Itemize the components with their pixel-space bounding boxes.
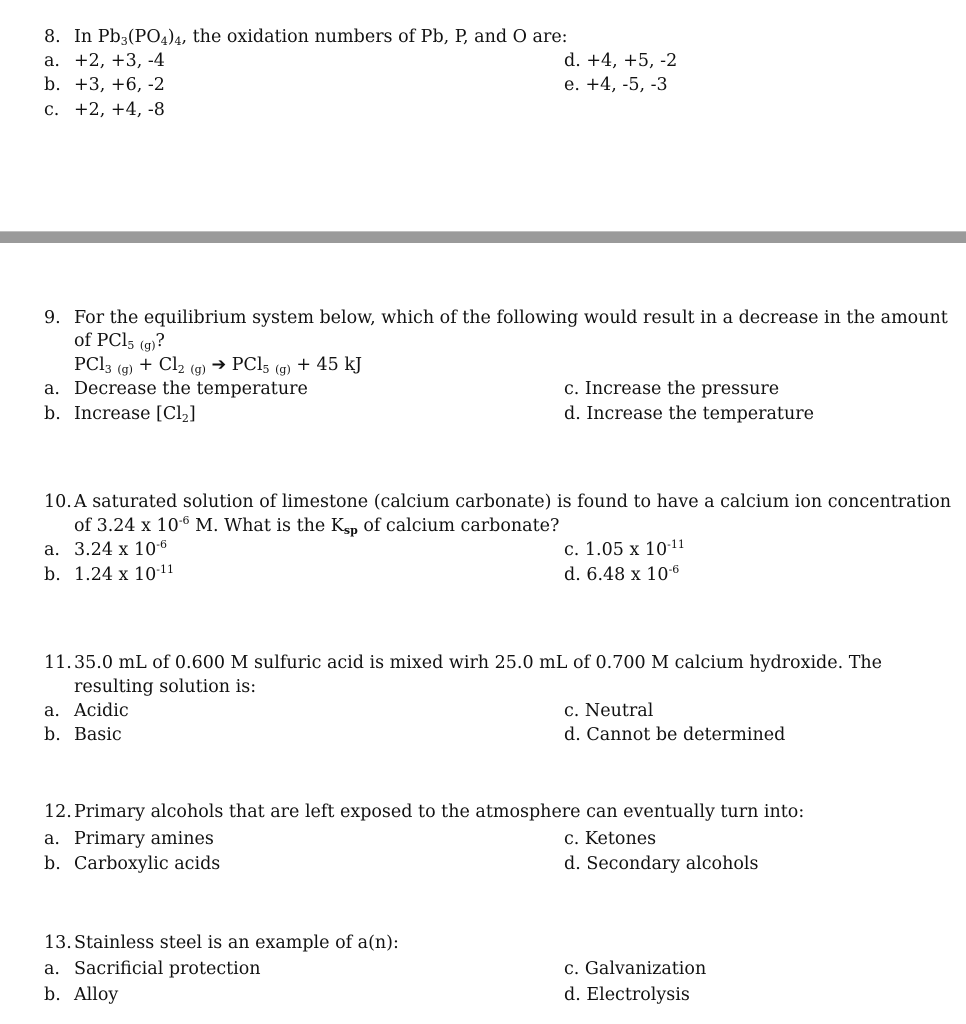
q8-option-c[interactable]: c. +2, +4, -8 [44,100,165,120]
q9-option-c[interactable]: c. Increase the pressure [564,379,780,399]
question-text: Stainless steel is an example of a(n): [74,933,399,953]
q10-option-c[interactable]: c. 1.05 x $10^{-11}$ [564,538,685,560]
q12-option-a[interactable]: a. Primary amines [44,829,214,849]
q8-option-d[interactable]: d. +4, +5, -2 [564,51,678,71]
q9-option-b[interactable]: b. Increase $[Cl_2]$ [44,404,196,425]
question-text: 35.0 mL of 0.600 M sulfuric acid is mixed wirh 25.0 mL of 0.700 M calcium hydroxide. The [74,653,883,673]
question-number: 11. [44,653,72,673]
q10-option-d[interactable]: d. 6.48 x $10^{-6}$ [564,563,680,585]
q9-option-d[interactable]: d. Increase the temperature [564,404,814,424]
q9-option-a[interactable]: a. Decrease the temperature [44,379,308,399]
q11-option-c[interactable]: c. Neutral [564,701,654,721]
q13-option-c[interactable]: c. Galvanization [564,959,707,979]
q12-option-c[interactable]: c. Ketones [564,829,657,849]
equilibrium-reaction: PCl$_3$ $_{(g)} + Cl_2$ $_{(g)}$ ➔ PCl$_5$ $_{(g)}$ + 45 kJ [74,355,362,376]
question-11-stem-line2: resulting solution is: [74,677,257,697]
q13-option-d[interactable]: d. Electrolysis [564,985,690,1005]
q8-option-a[interactable]: a. +2, +3, -4 [44,51,165,71]
q12-option-b[interactable]: b. Carboxylic acids [44,854,221,874]
question-number: 12. [44,802,72,822]
q8-option-b[interactable]: b. +3, +6, -2 [44,75,165,95]
page-divider [0,231,966,243]
q8-option-e[interactable]: e. +4, -5, -3 [564,75,668,95]
question-number: 9. [44,308,61,328]
q12-option-d[interactable]: d. Secondary alcohols [564,854,759,874]
q11-option-b[interactable]: b. Basic [44,725,122,745]
question-9-stem-line2: of PCl$_5$ $_{(g)}$? [74,331,165,352]
q13-option-a[interactable]: a. Sacrificial protection [44,959,261,979]
question-number: 10. [44,492,72,512]
question-text: A saturated solution of limestone (calcium carbonate) is found to have a calcium ion concentration [74,492,952,512]
question-number: 8. [44,27,61,47]
question-text: In $Pb_3(PO_4)_4$, the oxidation numbers of Pb, P, and O are: [74,27,568,48]
q13-option-b[interactable]: b. Alloy [44,985,119,1005]
question-number: 13. [44,933,72,953]
arrow-icon: ➔ [211,355,227,375]
q10-option-a[interactable]: a. 3.24 x $10^{-6}$ [44,538,167,560]
q11-option-a[interactable]: a. Acidic [44,701,129,721]
q10-option-b[interactable]: b. 1.24 x $10^{-11}$ [44,563,174,585]
question-text: For the equilibrium system below, which of the following would result in a decrease in the amount [74,308,948,328]
question-text: Primary alcohols that are left exposed to the atmosphere can eventually turn into: [74,802,805,822]
question-10-stem-line2: of 3.24 x $10^{-6}$ M. What is the $K_{sp}$ of calcium carbonate? [74,514,560,537]
q11-option-d[interactable]: d. Cannot be determined [564,725,786,745]
